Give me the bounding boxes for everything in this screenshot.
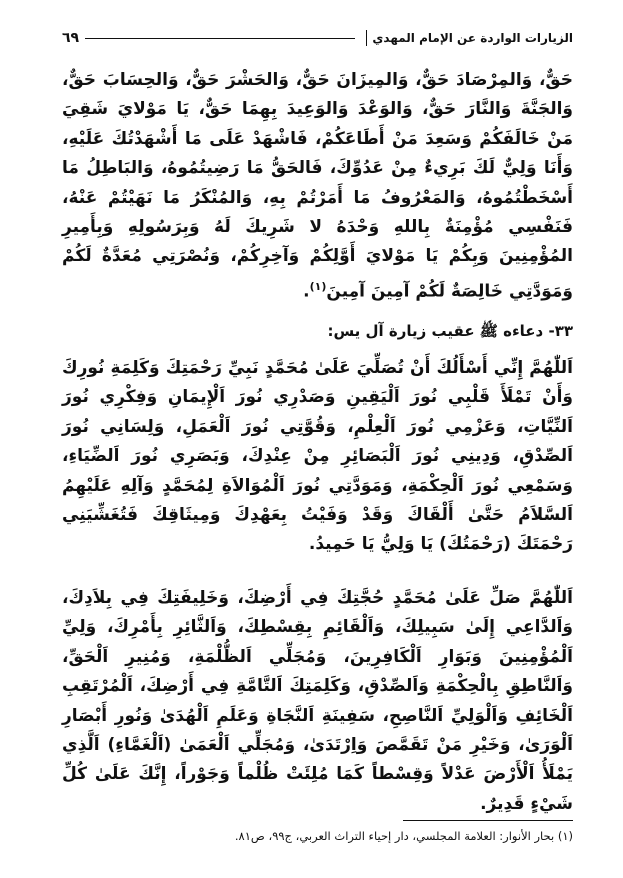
running-header xyxy=(62,28,573,48)
header-divider xyxy=(366,30,367,46)
paragraph-1-end: . xyxy=(303,281,310,302)
page-number: ٦٩ xyxy=(62,30,80,46)
footnote-marker: (١) xyxy=(309,279,327,293)
paragraph-3: اَللّٰهُمَّ صَلِّ عَلَىٰ مُحَمَّدٍ حُجَّتِكَ فِي أَرْضِكَ، وَخَلِيفَتِكَ فِي بِلاَدِكَ، وَاَلدَّاعِي إِلَىٰ سَبِيلِكَ، وَاَلْقَائِمِ بِقِسْطِكَ، وَاَلثَّائِرِ بِأَمْرِكَ، وَلِيِّ اَلْمُؤْمِنِينَ وَبَوَارِ اَلْكَافِرِينَ، وَمُجَلِّي اَلظُّلْمَةِ، وَمُنِيرِ اَلْحَقِّ، وَاَلنَّاطِقِ بِالْحِكْمَةِ وَاَلصِّدْقِ، وَكَلِمَتِكَ اَلتَّامَّةِ فِي أَرْضِكَ، اَلْمُرْتَقِبِ اَلْخَائِفِ وَاَلْوَلِيِّ اَلنَّاصِحِ، سَفِينَةِ اَلنَّجَاةِ وَعَلَمِ اَلْهُدَىٰ وَنُورِ أَبْصَارِ اَلْوَرَىٰ، وَخَيْرِ مَنْ تَقَمَّصَ وَاِرْتَدَىٰ، وَمُجَلِّي اَلْعَمَىٰ (اَلْغَمَّاءِ) اَلَّذِي يَمْلَأُ اَلْأَرْضَ عَدْلاً وَقِسْطاً كَمَا مُلِئَتْ ظُلْماً وَجَوْراً، إِنَّكَ عَلَىٰ كُلِّ شَيْءٍ قَدِيرٌ. xyxy=(62,588,573,814)
book-page xyxy=(62,28,573,848)
footnote: (١) بحار الأنوار: العلامة المجلسي، دار إحياء التراث العربي، ج٩٩، ص٨١. xyxy=(234,829,573,843)
paragraph-2: اَللّٰهُمَّ إِنِّي أَسْأَلُكَ أَنْ تُصَلِّيَ عَلَىٰ مُحَمَّدٍ نَبِيِّ رَحْمَتِكَ وَكَلِمَةِ نُورِكَ وَأَنْ تَمْلَأَ قَلْبِي نُورَ اَلْيَقِينِ وَصَدْرِي نُورَ اَلْإِيمَانِ وَفِكْرِي نُورَ اَلنِّيَّاتِ، وَعَزْمِي نُورَ اَلْعِلْمِ، وَقُوَّتِي نُورَ اَلْعَمَلِ، وَلِسَانِي نُورَ اَلصِّدْقِ، وَدِينِي نُورَ اَلْبَصَائِرِ مِنْ عِنْدِكَ، وَبَصَرِي نُورَ اَلضِّيَاءِ، وَسَمْعِي نُورَ اَلْحِكْمَةِ، وَمَوَدَّتِي نُورَ اَلْمُوَالاَةِ لِمُحَمَّدٍ وَآلِهِ عَلَيْهِمُ اَلسَّلاَمُ حَتَّىٰ أَلْقَاكَ وَقَدْ وَفَيْتُ بِعَهْدِكَ وَمِيثَاقِكَ فَتُغَشِّيَنِي رَحْمَتَكَ (رَحْمَتُكَ) يَا وَلِيُّ يَا حَمِيدُ. xyxy=(62,358,573,555)
section-heading: ٣٣- دعاءه ﷺ عقيب زيارة آل يس: xyxy=(327,322,573,340)
footnote-divider xyxy=(403,820,573,821)
paragraph-1 xyxy=(62,66,573,307)
header-rule xyxy=(85,38,355,39)
paragraph-1-text: حَقٌّ، وَالمِرْصَادَ حَقٌّ، وَالمِيزَانَ حَقٌّ، وَالحَشْرَ حَقٌّ، وَالحِسَابَ حَقٌّ، وَالجَنَّةَ وَالنَّارَ حَقٌّ، وَالوَعْدَ وَالوَعِيدَ بِهِمَا حَقٌّ، يَا مَوْلايَ شَقِيَ مَنْ خَالَفَكُمْ وَسَعِدَ مَنْ أَطَاعَكُمْ، فَاشْهَدْ عَلَى مَا أَشْهَدْتُكَ عَلَيْهِ، وَأَنَا وَلِيٌّ لَكَ بَرِيءٌ مِنْ عَدُوِّكَ، فَالحَقُّ مَا رَضِيتُمُوهُ، وَالبَاطِلُ مَا أَسْخَطْتُمُوهُ، وَالمَعْرُوفُ مَا أَمَرْتُمْ بِهِ، وَالمُنْكَرُ مَا نَهَيْتُمْ عَنْهُ، فَنَفْسِي مُؤْمِنَةٌ بِاللهِ وَحْدَهُ لا شَرِيكَ لَهُ وَبِرَسُولِهِ وَبِأَمِيرِ المُؤْمِنِينَ وَبِكُمْ يَا مَوْلايَ أَوَّلِكُمْ وَآخِرِكُمْ، وَنُصْرَتِي مُعَدَّةٌ لَكُمْ وَمَوَدَّتِي خَالِصَةٌ لَكُمْ آمِينَ آمِينَ xyxy=(62,70,573,302)
header-title: الزيارات الواردة عن الإمام المهدي xyxy=(372,31,573,45)
